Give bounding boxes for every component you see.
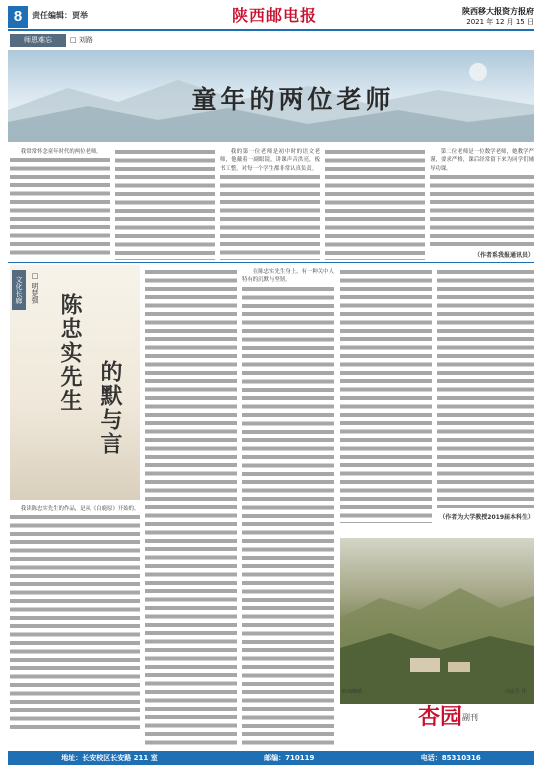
article-title-line1: 陈忠实先生 — [57, 293, 83, 413]
paragraph: 我读陈忠实先生的作品，是从《白鹿原》开始的。 — [20, 506, 140, 512]
paragraph: 我常常怀念童年时代的两位老师。 — [20, 149, 102, 155]
painting-image — [340, 538, 534, 704]
section-divider — [8, 262, 534, 263]
article-title-line2: 的默与言 — [97, 360, 123, 456]
footer-phone: 电话：85310316 — [420, 754, 481, 762]
article-body-col2 — [115, 148, 215, 260]
article-banner — [8, 50, 534, 142]
page-number: 8 — [8, 6, 28, 28]
publisher-name: 陕西移大报资方报府 — [462, 7, 534, 16]
newspaper-logo: 陕西邮电报 — [232, 6, 318, 25]
paragraph: 第二位老师是一位数学老师，她教学严谨，要求严格，课后经常留下来为同学们辅导功课。 — [430, 149, 534, 172]
column-author: □ 刘路 — [70, 36, 93, 44]
supplement-title: 杏园 — [418, 704, 463, 730]
article-body-col3 — [220, 148, 320, 260]
footer-address: 地址：长安校区长安路 211 室 — [61, 754, 158, 762]
footer-bar — [8, 751, 534, 765]
article2-body-col5 — [437, 268, 534, 508]
column-tag: 师恩难忘 — [10, 34, 66, 47]
text-lines — [10, 513, 140, 733]
supplement-subtitle: 副刊 — [462, 713, 478, 722]
text-lines — [242, 285, 334, 745]
painting-caption: 終南晚晴 — [342, 689, 363, 695]
paragraph: 在陈忠实先生身上，有一种关中人特有的沉默与坚韧。 — [242, 269, 334, 284]
text-lines — [220, 173, 320, 260]
article-signature: （作者系我报通讯员） — [473, 252, 534, 259]
painting-credit: 冯民生 作 — [505, 689, 527, 695]
article2-body-col3 — [242, 268, 334, 745]
paragraph: 我的第一位老师是初中时的语文老师，他戴着一副眼镜，讲课声音洪亮，板书工整，对每一个学生都非常认真负责。 — [220, 149, 320, 172]
article2-body-col4 — [340, 268, 432, 523]
editor-label: 责任编辑：贾举 — [32, 11, 88, 20]
painting-shapes — [340, 538, 534, 704]
issue-date: 2021 年 12 月 15 日 — [466, 18, 534, 26]
text-lines — [430, 173, 534, 248]
text-lines — [10, 156, 110, 256]
column-author: □ 明楚强 — [31, 272, 39, 304]
article-body-col1 — [10, 148, 110, 260]
column-tag: 文化长廊 — [12, 270, 26, 310]
article-body-col5 — [430, 148, 534, 248]
article2-body-col2 — [145, 268, 237, 745]
article-title: 童年的两位老师 — [191, 85, 395, 114]
article2-signature: （作者为大学教授2019届本科生） — [439, 514, 534, 521]
article-body-col4 — [325, 148, 425, 260]
footer-postcode: 邮编：710119 — [264, 754, 315, 762]
article2-body-col1 — [10, 505, 140, 745]
header-rule — [8, 29, 534, 31]
